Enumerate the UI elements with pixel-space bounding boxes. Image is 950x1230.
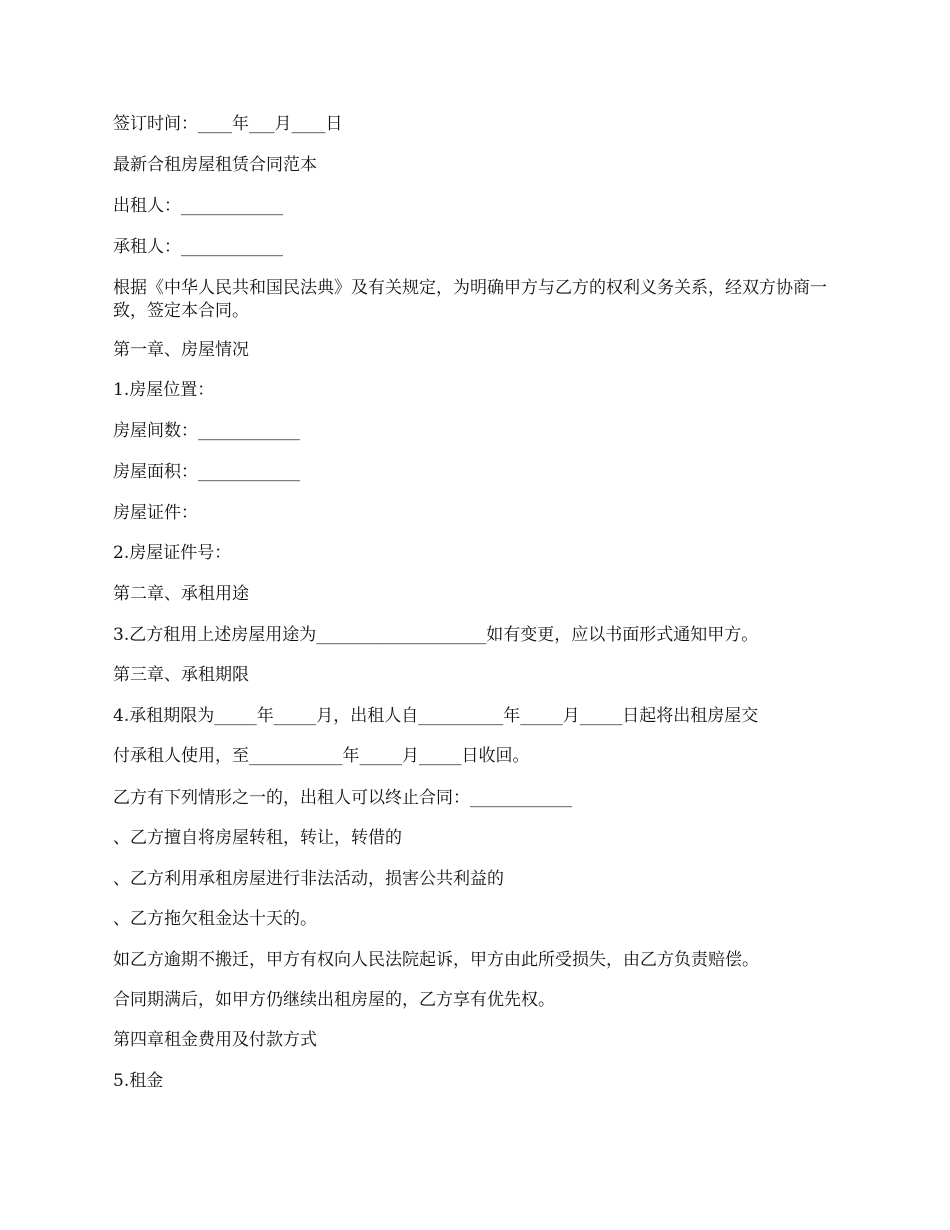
item-4-term-line-1: 4.承租期限为_____年_____月，出租人自__________年_____月_____日起将出租房屋交 — [113, 706, 759, 726]
lessee-field: 承租人：____________ — [113, 237, 283, 257]
lessor-field: 出租人：____________ — [113, 196, 283, 216]
termination-case-1: 、乙方擅自将房屋转租，转让，转借的 — [113, 828, 402, 848]
item-4-term-line-2: 付承租人使用，至___________年_____月_____日收回。 — [113, 746, 530, 766]
document-title: 最新合租房屋租赁合同范本 — [113, 155, 317, 175]
sign-time: 签订时间：____年___月____日 — [113, 114, 343, 134]
rooms-field: 房屋间数：____________ — [113, 421, 300, 441]
overdue-clause: 如乙方逾期不搬迁，甲方有权向人民法院起诉，甲方由此所受损失，由乙方负责赔偿。 — [113, 950, 759, 970]
termination-clause: 乙方有下列情形之一的，出租人可以终止合同：____________ — [113, 788, 572, 808]
item-1-location: 1.房屋位置： — [113, 380, 215, 400]
chapter-3-heading: 第三章、承租期限 — [113, 665, 249, 685]
chapter-4-heading: 第四章租金费用及付款方式 — [113, 1030, 317, 1050]
preamble-paragraph: 根据《中华人民共和国民法典》及有关规定，为明确甲方与乙方的权利义务关系，经双方协商一致，签定本合同。 — [113, 278, 827, 321]
item-3-usage: 3.乙方租用上述房屋用途为____________________如有变更，应以书面形式通知甲方。 — [113, 625, 759, 645]
chapter-2-heading: 第二章、承租用途 — [113, 584, 249, 604]
item-2-certificate-number: 2.房屋证件号： — [113, 543, 232, 563]
renewal-clause: 合同期满后，如甲方仍继续出租房屋的，乙方享有优先权。 — [113, 990, 555, 1010]
termination-case-3: 、乙方拖欠租金达十天的。 — [113, 909, 317, 929]
area-field: 房屋面积：____________ — [113, 462, 300, 482]
item-5-rent: 5.租金 — [113, 1071, 164, 1091]
termination-case-2: 、乙方利用承租房屋进行非法活动，损害公共利益的 — [113, 869, 504, 889]
chapter-1-heading: 第一章、房屋情况 — [113, 340, 249, 360]
certificate-field: 房屋证件： — [113, 503, 198, 523]
